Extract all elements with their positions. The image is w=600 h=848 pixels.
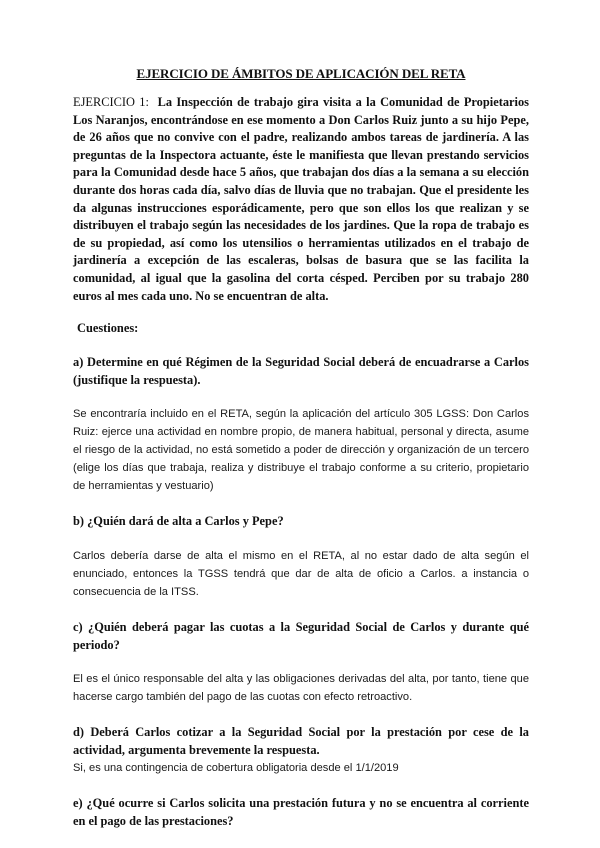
question-d: d) Deberá Carlos cotizar a la Seguridad Social por la prestación por cese de la actividad, argumenta brevemente la respuesta. — [73, 725, 529, 757]
exercise-text: La Inspección de trabajo gira visita a la Comunidad de Propietarios Los Naranjos, encontrándose en ese momento a Don Carlos Ruiz junto a su hijo Pepe, de 26 años que no convive con el padre, realizando ambos tareas de jardinería. A las preguntas de la Inspectora actuante, éste le manifiesta que llevan prestando servicios para la Comunidad desde hace 5 años, que trabajan dos días a la semana a su elección durante dos horas cada día, salvo días de lluvia que no trabajan. Que el presidente les da algunas instrucciones esporádicamente, pero que son ellos los que realizan y se distribuyen el trabajo según las necesidades de los jardines. Que la ropa de trabajo es de su propiedad, así como los utensilios o herramientas utilizados en el trabajo de jardinería a excepción de las escaleras, bolsas de basura que se las facilita la comunidad, al igual que la gasolina del corta césped. Perciben por su trabajo 280 euros al mes cada uno. No se encuentran de alta. — [73, 95, 529, 303]
answer-c: El es el único responsable del alta y las obligaciones derivadas del alta, por tanto, tiene que hacerse cargo también del pago de las cuotas con efecto retroactivo. — [73, 673, 529, 704]
question-c: c) ¿Quién deberá pagar las cuotas a la Seguridad Social de Carlos y durante qué periodo? — [73, 619, 529, 652]
exercise-label: EJERCICIO 1: — [73, 95, 149, 109]
answer-a: Se encontraría incluido en el RETA, según la aplicación del artículo 305 LGSS: Don Carlos Ruiz: ejerce una actividad en nombre propio, de manera habitual, personal y directa, asume el riesgo de la actividad, no está sometido a poder de dirección y organización de un tercero (elige los días que trabaja, realiza y distribuye el trabajo conforme a su criterio, propietario de herramientas y vestuario) — [73, 408, 529, 493]
document-page — [73, 66, 529, 830]
question-e: e) ¿Qué ocurre si Carlos solicita una prestación futura y no se encuentra al corriente en el pago de las prestaciones? — [73, 796, 529, 828]
document-title: EJERCICIO DE ÁMBITOS DE APLICACIÓN DEL RETA — [136, 66, 466, 81]
exercise-statement — [73, 94, 529, 305]
cuestiones-heading: Cuestiones: — [77, 321, 139, 336]
answer-b: Carlos debería darse de alta el mismo en el RETA, al no estar dado de alta según el enunciado, entonces la TGSS tendrá que dar de alta de oficio a Carlos. a instancia o consecuencia de la ITSS. — [73, 549, 529, 598]
question-b: b) ¿Quién dará de alta a Carlos y Pepe? — [73, 514, 284, 529]
question-a: a) Determine en qué Régimen de la Seguridad Social deberá de encuadrarse a Carlos (justifique la respuesta). — [73, 355, 529, 387]
answer-d: Si, es una contingencia de cobertura obligatoria desde el 1/1/2019 — [73, 762, 399, 775]
